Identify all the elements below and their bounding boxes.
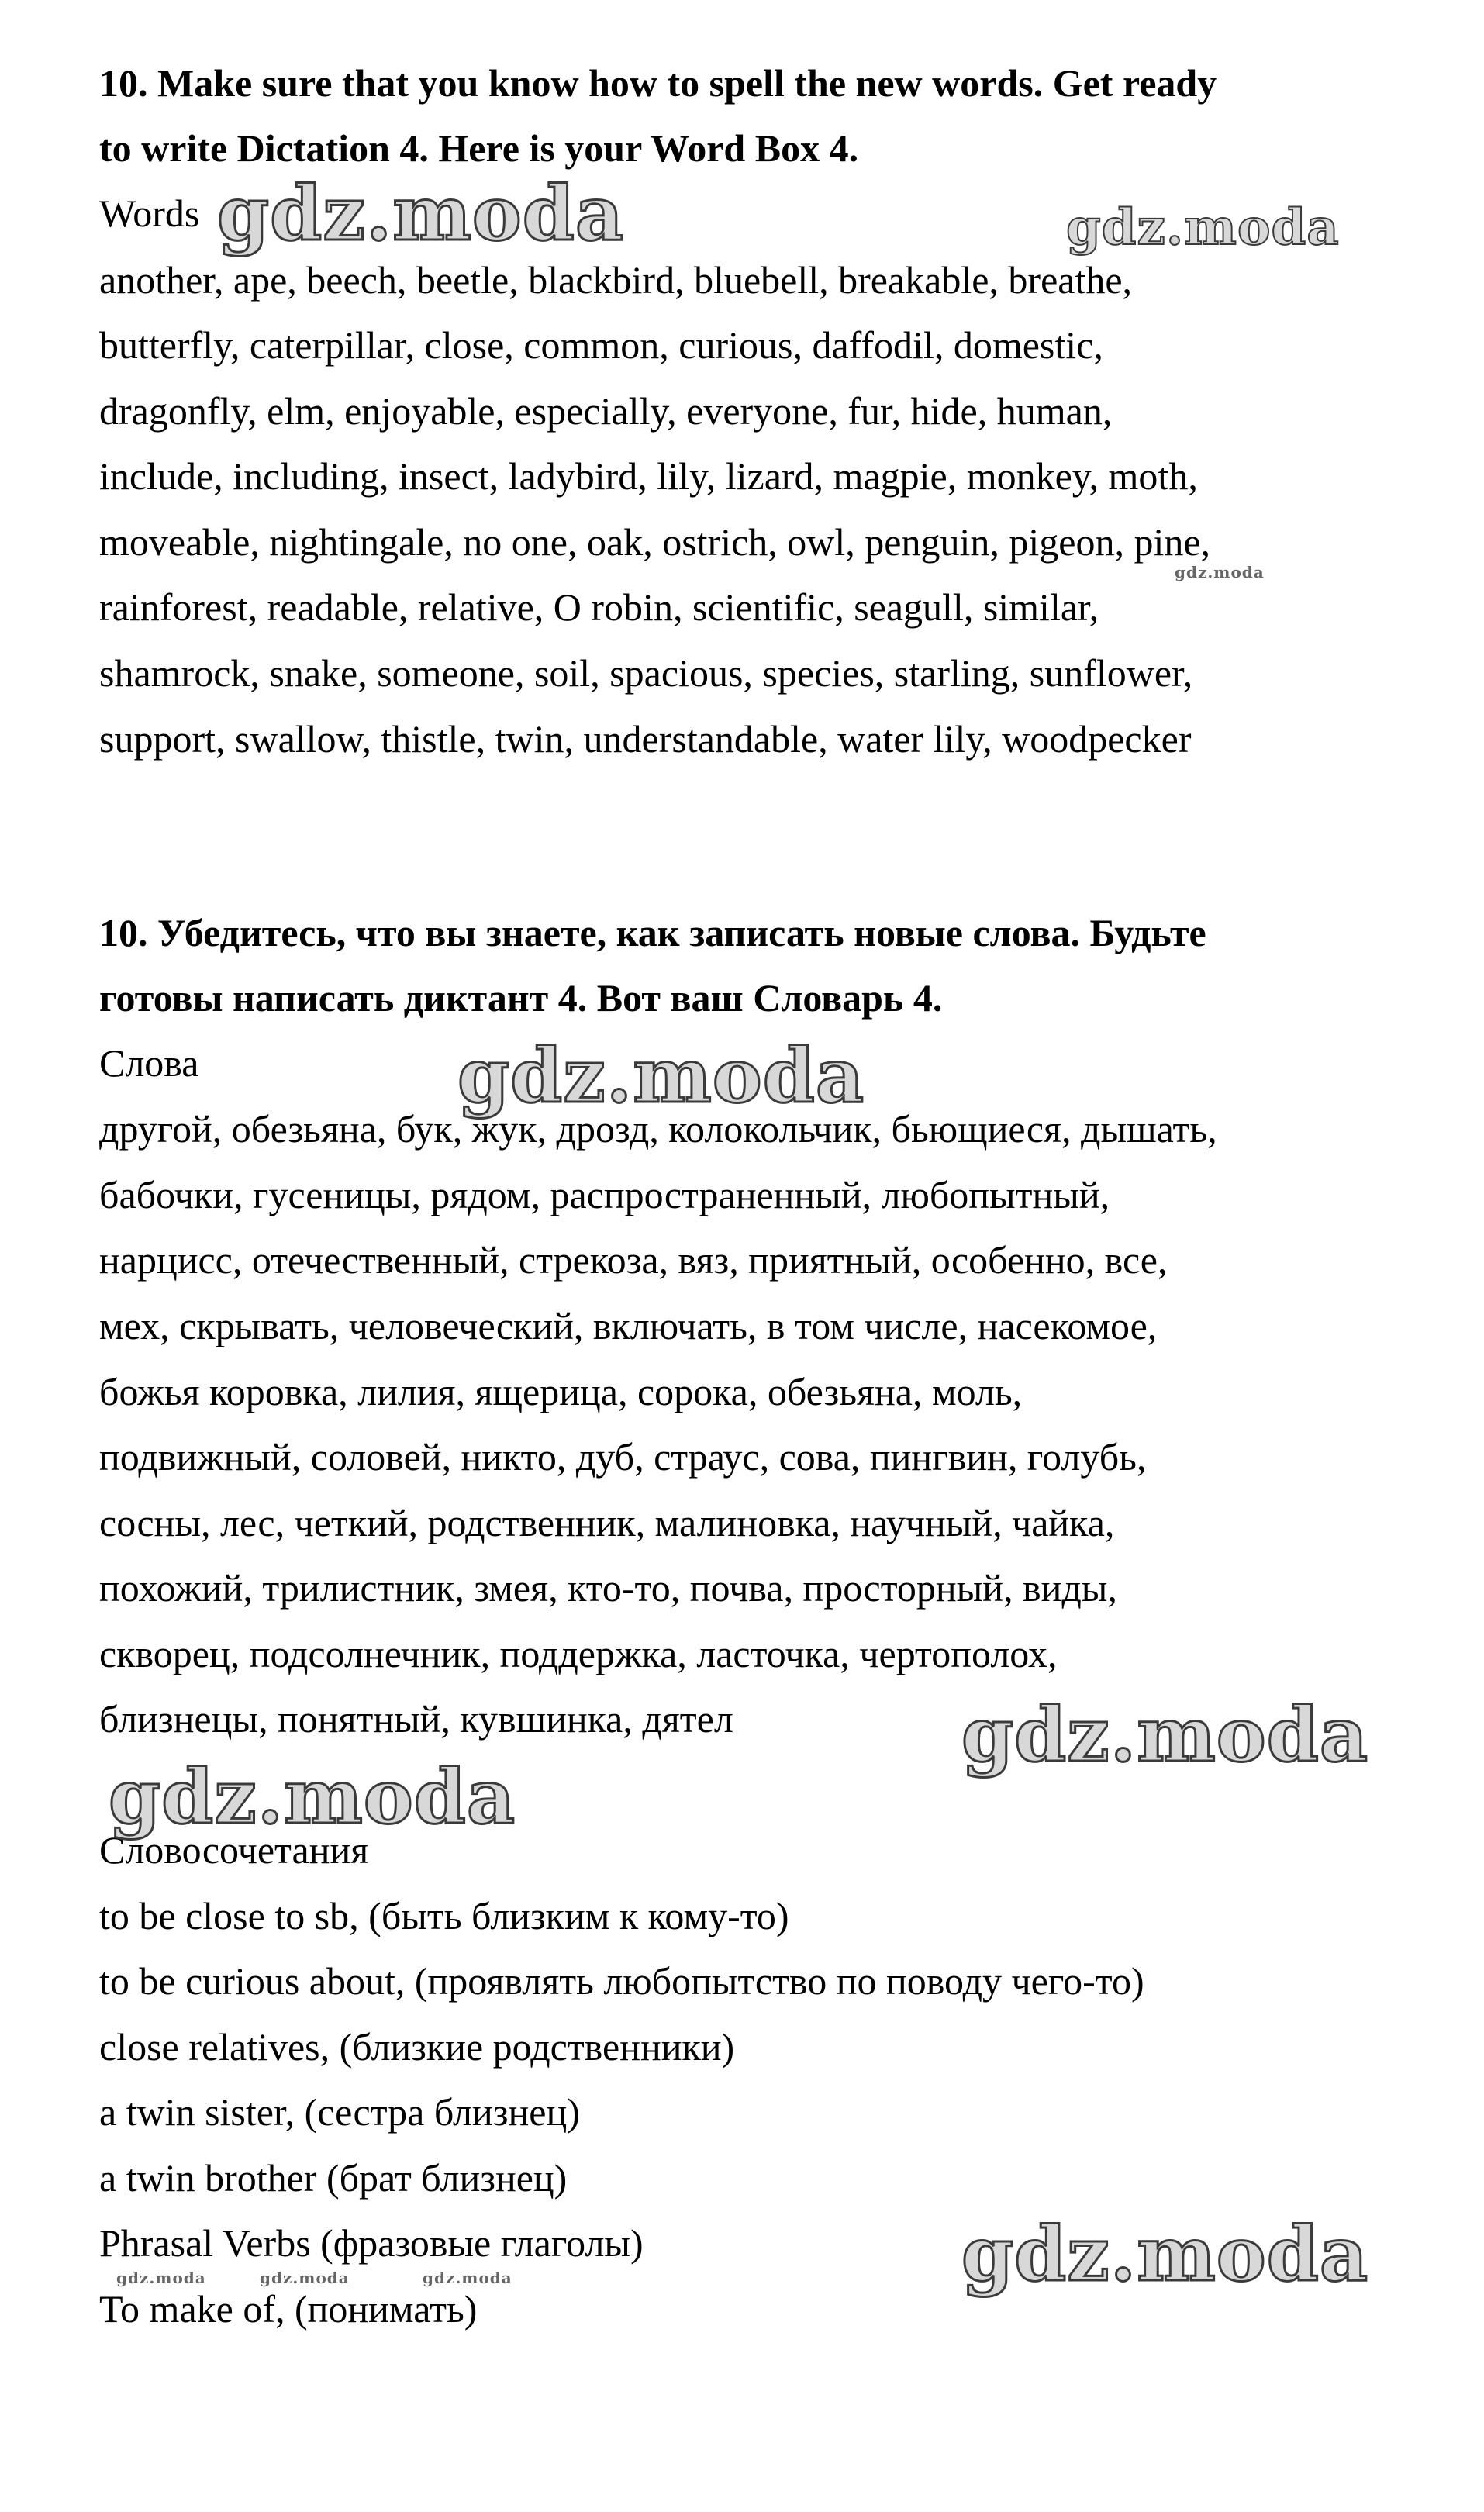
russian-words-line-4: мех, скрывать, человеческий, включать, в том числе, насекомое, [99, 1304, 1158, 1347]
english-words-line-2: butterfly, caterpillar, close, common, curious, daffodil, domestic, [99, 323, 1103, 367]
english-words-line-3: dragonfly, elm, enjoyable, especially, everyone, fur, hide, human, [99, 389, 1113, 433]
phrase-line-2: to be curious about, (проявлять любопытство по поводу чего-то) [99, 1959, 1144, 2003]
russian-words-line-2: бабочки, гусеницы, рядом, распространенный, любопытный, [99, 1173, 1110, 1216]
watermark-logo: gdz.moda [423, 2269, 512, 2287]
watermark-logo: gdz.moda [217, 170, 625, 257]
russian-words-line-8: похожий, трилистник, змея, кто-то, почва, просторный, виды, [99, 1566, 1117, 1610]
english-words-line-1: another, ape, beech, beetle, blackbird, bluebell, breakable, breathe, [99, 258, 1133, 302]
russian-words-label: Слова [99, 1041, 199, 1085]
phrase-line-1: to be close to sb, (быть близким к кому-то) [99, 1894, 789, 1937]
phrase-line-4: a twin sister, (сестра близнец) [99, 2090, 580, 2134]
english-heading-line-2: to write Dictation 4. Here is your Word Box 4. [99, 126, 859, 170]
watermark-logo: gdz.moda [961, 2210, 1369, 2298]
watermark-logo: gdz.moda [116, 2269, 206, 2287]
english-words-line-5: moveable, nightingale, no one, oak, ostrich, owl, penguin, pigeon, pine, [99, 520, 1211, 564]
russian-words-line-6: подвижный, соловей, никто, дуб, страус, сова, пингвин, голубь, [99, 1435, 1147, 1479]
phrase-line-3: close relatives, (близкие родственники) [99, 2025, 735, 2069]
watermark-logo: gdz.moda [260, 2269, 350, 2287]
russian-words-line-10: близнецы, понятный, кувшинка, дятел [99, 1697, 733, 1741]
watermark-logo: gdz.moda [1066, 198, 1340, 257]
russian-words-line-3: нарцисс, отечественный, стрекоза, вяз, приятный, особенно, все, [99, 1238, 1168, 1282]
russian-heading-line-1: 10. Убедитесь, что вы знаете, как записать новые слова. Будьте [99, 911, 1206, 954]
english-words-line-7: shamrock, snake, someone, soil, spacious, species, starling, sunflower, [99, 651, 1193, 695]
phrasal-verbs-label: Phrasal Verbs (фразовые глаголы) [99, 2221, 644, 2265]
russian-words-line-1: другой, обезьяна, бук, жук, дрозд, колокольчик, бьющиеся, дышать, [99, 1107, 1217, 1151]
watermark-logo: gdz.moda [109, 1753, 516, 1841]
russian-heading-line-2: готовы написать диктант 4. Вот ваш Словарь 4. [99, 976, 943, 1020]
russian-words-line-9: скворец, подсолнечник, поддержка, ласточка, чертополох, [99, 1632, 1058, 1675]
watermark-logo: gdz.moda [457, 1032, 865, 1120]
russian-words-line-5: божья коровка, лилия, ящерица, сорока, обезьяна, моль, [99, 1370, 1023, 1413]
phrase-line-5: a twin brother (брат близнец) [99, 2156, 568, 2200]
english-words-line-6: rainforest, readable, relative, O robin, scientific, seagull, similar, [99, 585, 1099, 629]
english-words-line-4: include, including, insect, ladybird, lily, lizard, magpie, monkey, moth, [99, 454, 1198, 498]
english-words-line-8: support, swallow, thistle, twin, understandable, water lily, woodpecker [99, 717, 1192, 761]
russian-words-line-7: сосны, лес, четкий, родственник, малиновка, научный, чайка, [99, 1501, 1115, 1544]
watermark-logo: gdz.moda [1175, 563, 1265, 581]
watermark-logo: gdz.moda [961, 1691, 1369, 1779]
english-heading-line-1: 10. Make sure that you know how to spell the new words. Get ready [99, 61, 1217, 105]
phrasal-verb-line-1: To make of, (понимать) [99, 2287, 478, 2331]
english-words-label: Words [99, 192, 200, 235]
phrases-label: Словосочетания [99, 1828, 369, 1872]
